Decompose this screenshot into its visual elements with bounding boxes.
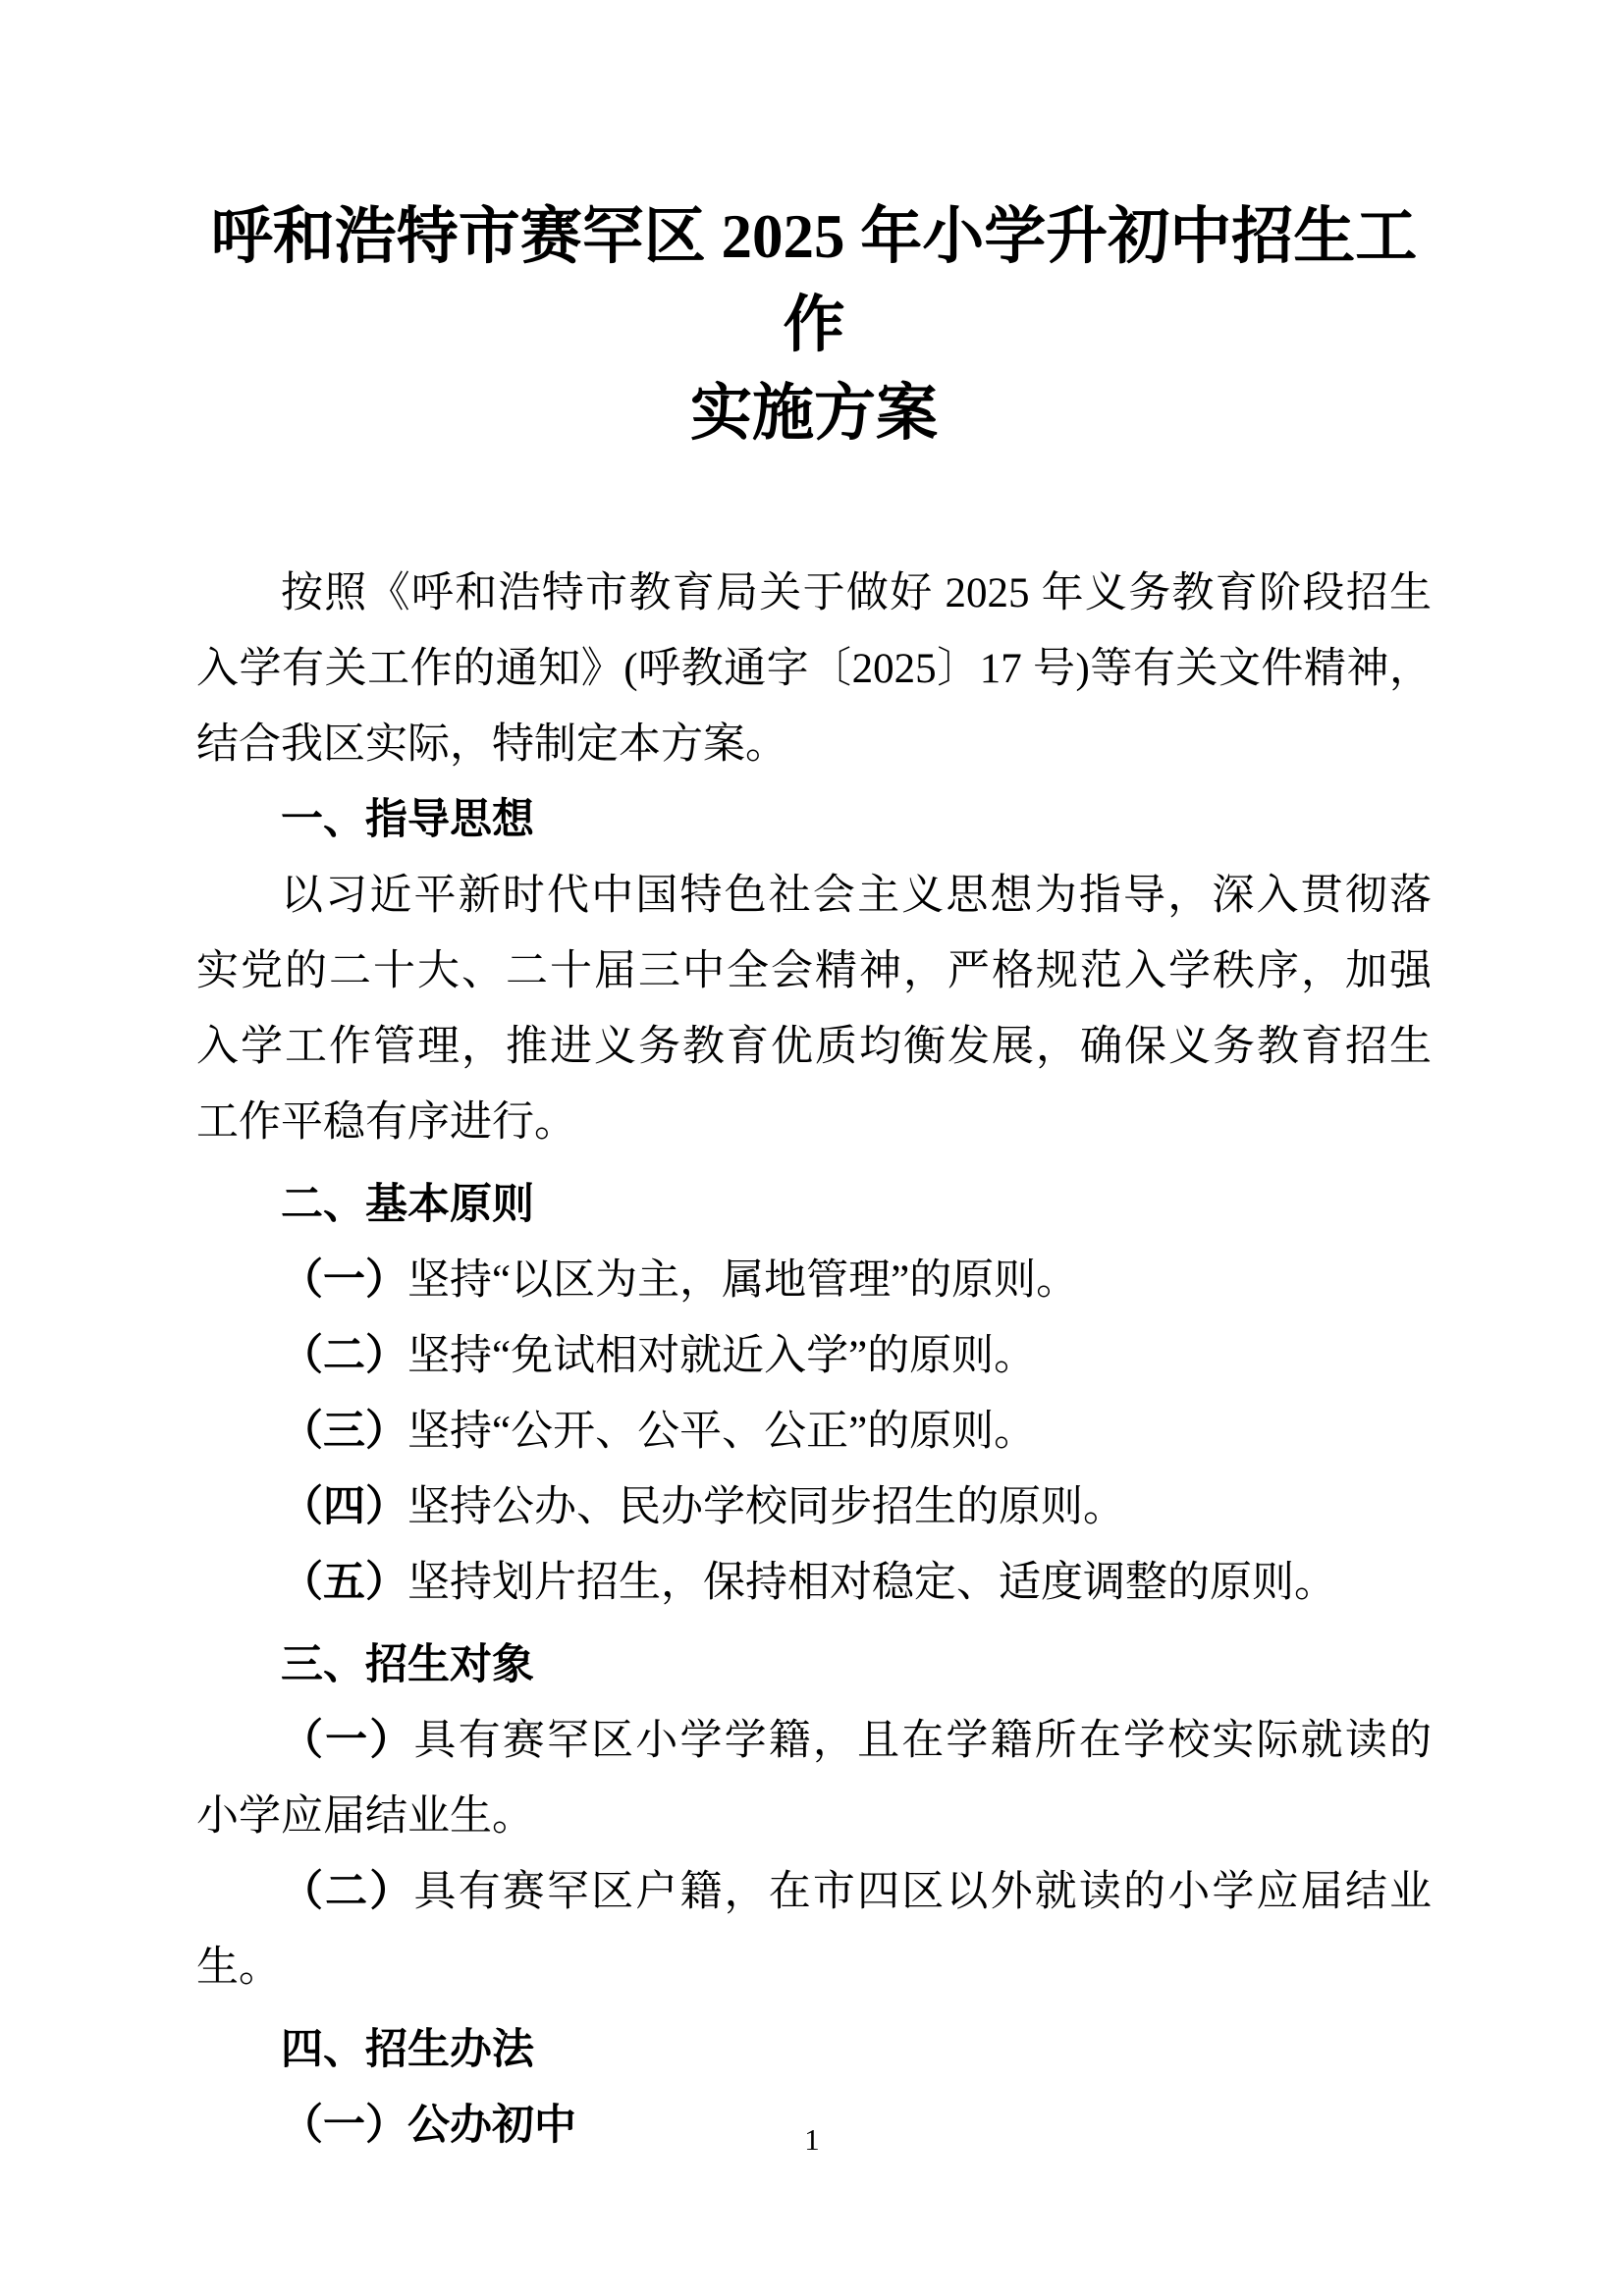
target2-line-1 <box>196 1854 1432 1930</box>
subheading-public-middle-school: （一）公办初中 <box>281 2103 576 2149</box>
intro-line-3: 结合我区实际，特制定本方案。 <box>196 721 787 768</box>
item-text: 具有赛罕区户籍，在市四区以外就读的小学应届结业 <box>413 1869 1433 1915</box>
item-marker: （三） <box>281 1409 407 1455</box>
title-line-2: 实施方案 <box>690 379 938 448</box>
section1-line-1: 以习近平新时代中国特色社会主义思想为指导，深入贯彻落 <box>281 873 1432 919</box>
heading-guiding-ideology: 一、指导思想 <box>281 796 534 843</box>
principle-item-1 <box>196 1243 1432 1318</box>
item-text: 坚持“公开、公平、公正”的原则。 <box>407 1409 1037 1455</box>
guiding-ideology-paragraph <box>196 858 1432 1160</box>
section1-line-4: 工作平稳有序进行。 <box>196 1099 576 1146</box>
section1-line-3: 入学工作管理，推进义务教育优质均衡发展，确保义务教育招生 <box>196 1024 1432 1070</box>
principle-item-5 <box>196 1545 1432 1621</box>
principle-item-3 <box>196 1394 1432 1469</box>
page-number: 1 <box>804 2122 820 2157</box>
item-text: 坚持划片招生，保持相对稳定、适度调整的原则。 <box>407 1560 1336 1606</box>
target1-line-2: 小学应届结业生。 <box>196 1793 534 1840</box>
item-marker: （五） <box>281 1560 407 1606</box>
heading-enrollment-targets: 三、招生对象 <box>281 1641 534 1688</box>
principle-item-2 <box>196 1318 1432 1394</box>
basic-principles-list <box>196 1243 1432 1621</box>
item-marker: （二） <box>281 1869 414 1915</box>
item-marker: （二） <box>281 1333 407 1379</box>
item-text: 坚持公办、民办学校同步招生的原则。 <box>407 1484 1125 1530</box>
item-text: 坚持“以区为主，属地管理”的原则。 <box>407 1257 1079 1304</box>
item-text: 具有赛罕区小学学籍，且在学籍所在学校实际就读的 <box>413 1718 1433 1764</box>
intro-line-2: 入学有关工作的通知》(呼教通字〔2025〕17 号)等有关文件精神， <box>196 646 1432 692</box>
section1-line-2: 实党的二十大、二十届三中全会精神，严格规范入学秩序，加强 <box>196 948 1432 994</box>
intro-line-1: 按照《呼和浩特市教育局关于做好 2025 年义务教育阶段招生 <box>281 570 1432 616</box>
title-line-1: 呼和浩特市赛罕区 2025 年小学升初中招生工作 <box>210 202 1418 359</box>
heading-enrollment-methods: 四、招生办法 <box>281 2026 534 2073</box>
item-marker: （一） <box>281 1718 414 1764</box>
item-marker: （四） <box>281 1484 407 1530</box>
heading-basic-principles: 二、基本原则 <box>281 1181 534 1228</box>
principle-item-4 <box>196 1469 1432 1545</box>
intro-paragraph <box>196 556 1432 782</box>
target1-line-1 <box>196 1703 1432 1779</box>
enrollment-target-item-1 <box>196 1703 1432 1854</box>
document-title <box>196 192 1432 457</box>
item-text: 坚持“免试相对就近入学”的原则。 <box>407 1333 1037 1379</box>
target2-line-2: 生。 <box>196 1945 281 1991</box>
enrollment-target-item-2 <box>196 1854 1432 2005</box>
item-marker: （一） <box>281 1257 407 1304</box>
